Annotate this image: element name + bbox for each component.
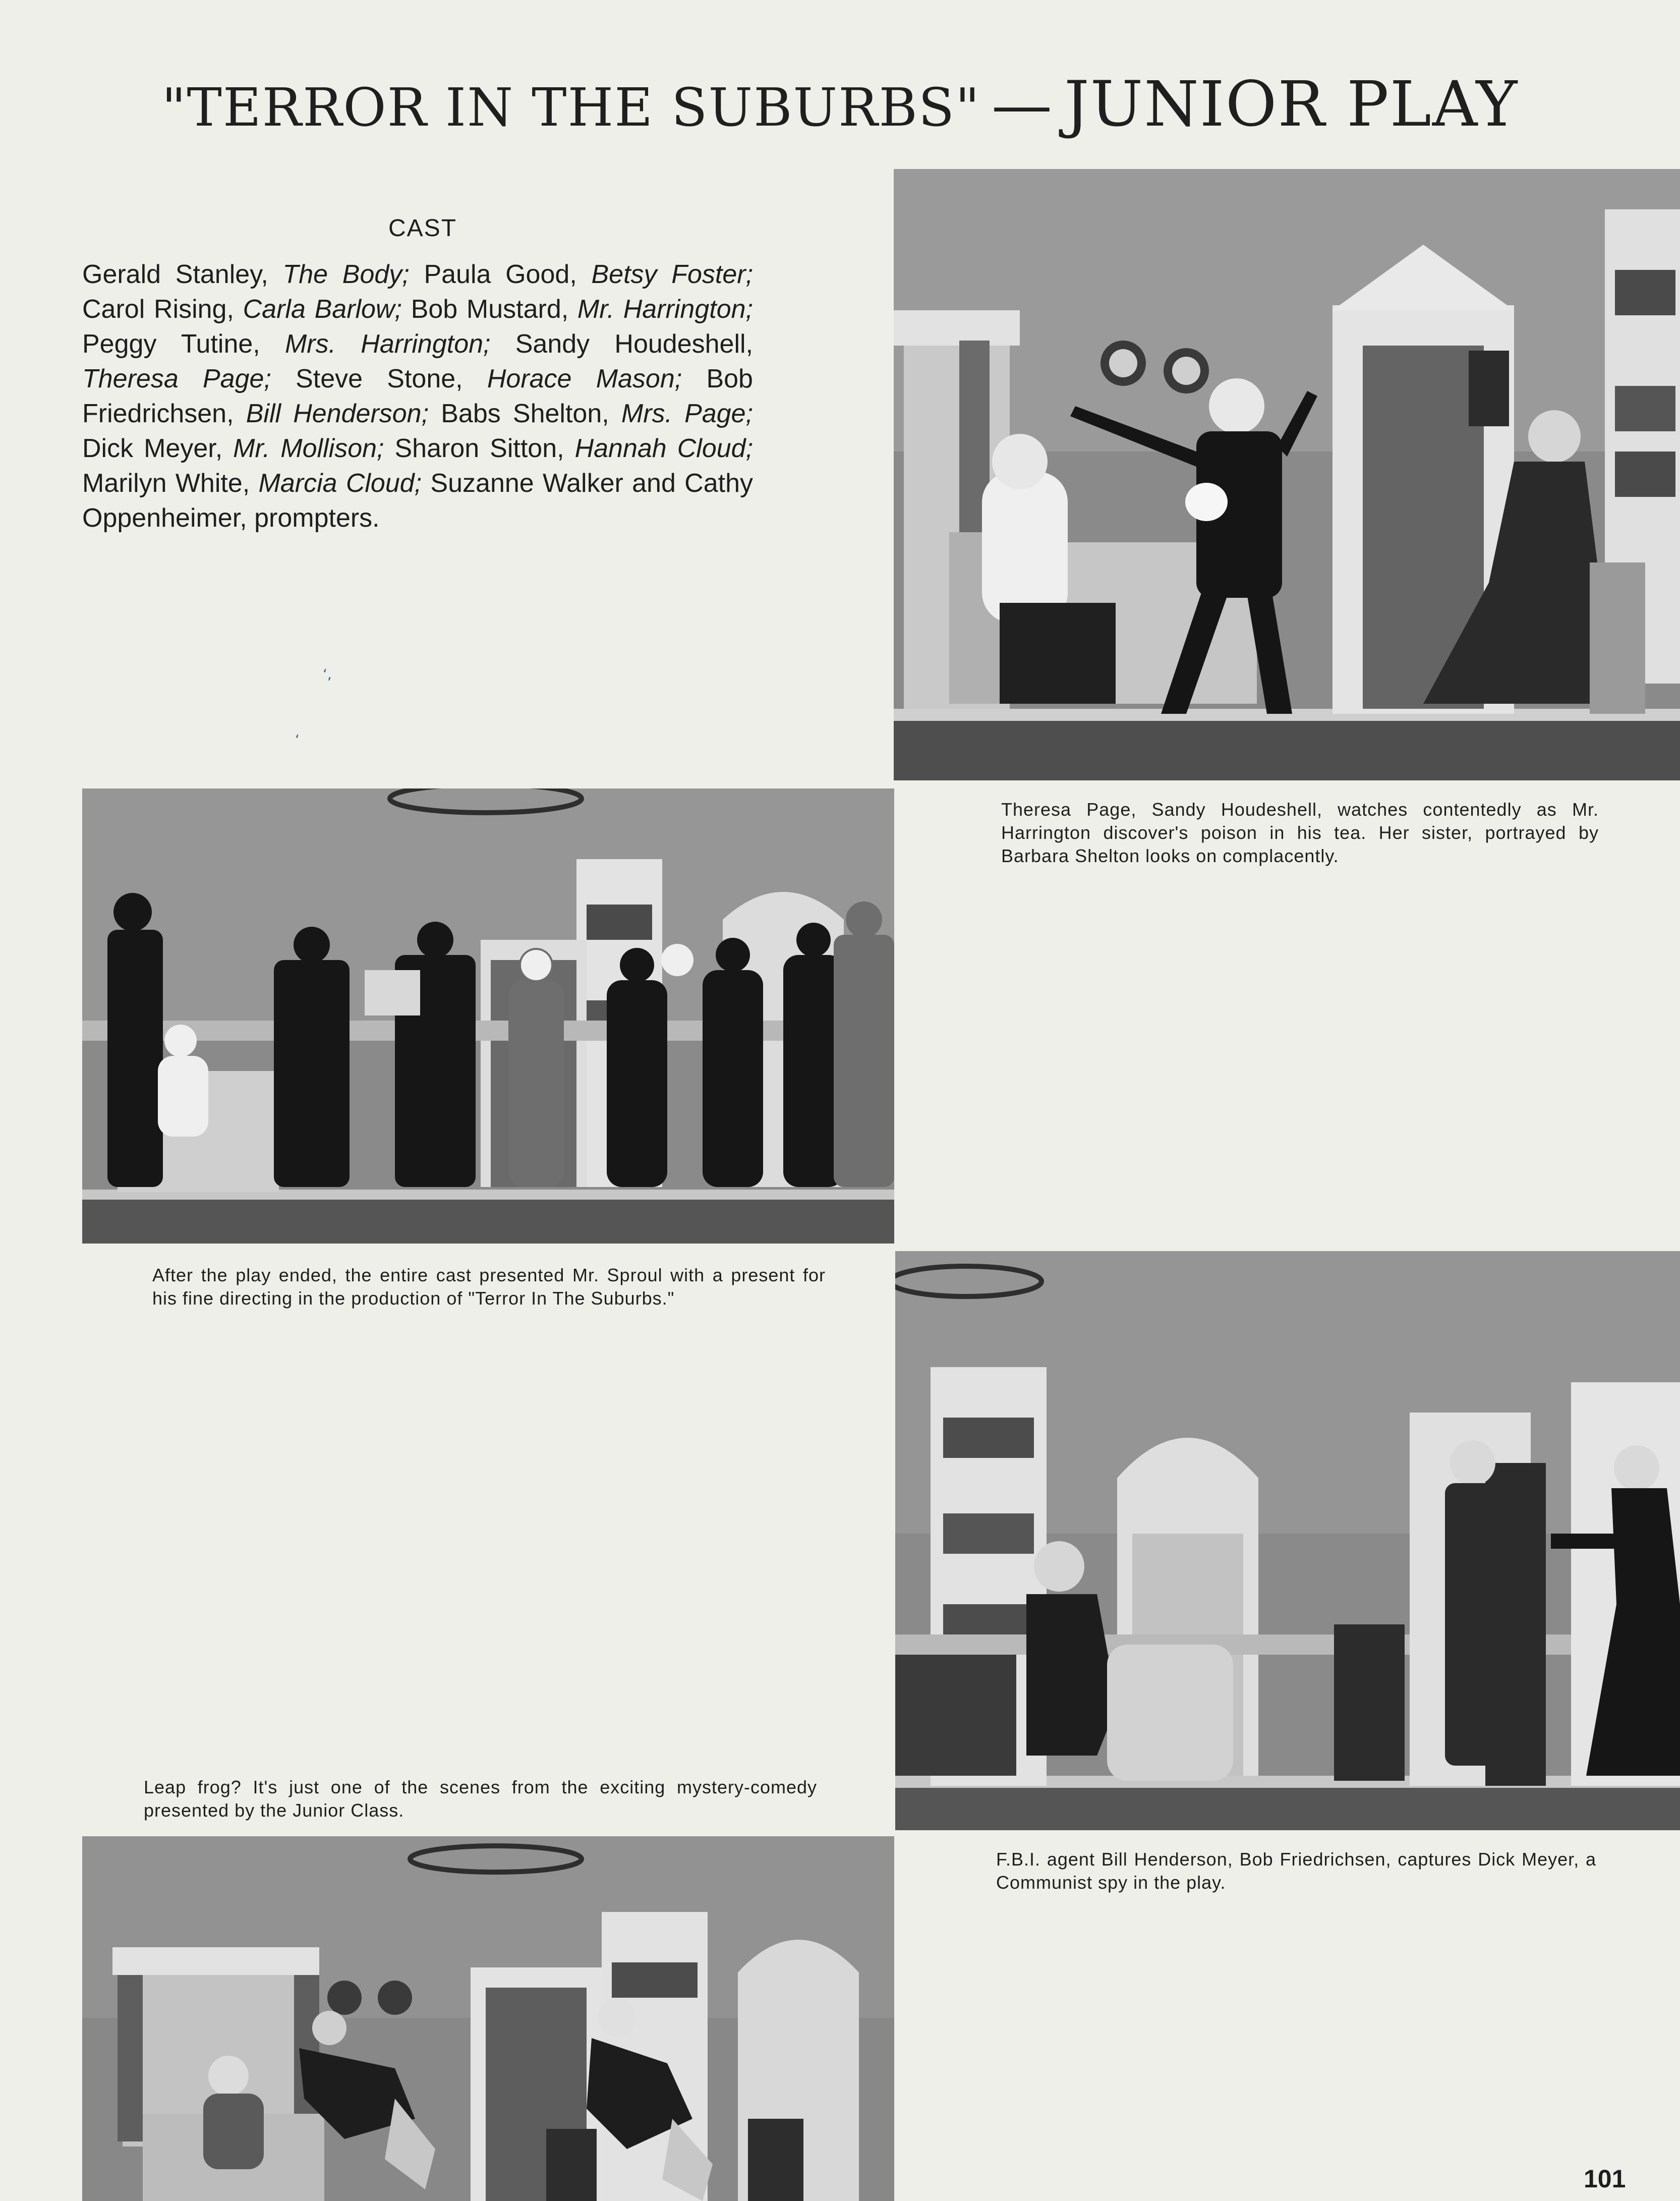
cast-entry: Marilyn White, Marcia Cloud; [82, 469, 422, 498]
caption-poison-scene: Theresa Page, Sandy Houdeshell, watches contentedly as Mr. Harrington discover's poison in his tea. Her sister, portrayed by Barbara Shelton looks on complacently. [1001, 799, 1599, 866]
title-dash: — [992, 70, 1054, 140]
page-title [0, 68, 1680, 141]
cast-entry: Sandy Houdeshell, Theresa Page; [82, 329, 754, 393]
cast-entry: Babs Shelton, Mrs. Page; [441, 399, 754, 428]
title-junior-play: JUNIOR PLAY [1064, 68, 1519, 141]
ink-speck: ʻ [295, 731, 300, 748]
ink-speck: ʻ, [323, 666, 332, 683]
cast-entry: Peggy Tutine, Mrs. Harrington; [82, 329, 491, 359]
cast-entry: Paula Good, Betsy Foster; [424, 260, 754, 289]
caption-cast-present: After the play ended, the entire cast presented Mr. Sproul with a present for his fine directing in the production of "Terror In The Suburbs." [152, 1265, 826, 1309]
photo-cast-present [82, 788, 894, 1244]
caption-fbi-capture: F.B.I. agent Bill Henderson, Bob Friedrichsen, captures Dick Meyer, a Communist spy in the play. [996, 1849, 1596, 1893]
cast-entry: Dick Meyer, Mr. Mollison; [82, 434, 384, 463]
cast-entry: Carol Rising, Carla Barlow; [82, 295, 402, 324]
title-play-name: "TERROR IN THE SUBURBS" [161, 77, 981, 138]
photo-fbi-capture [895, 1251, 1680, 1830]
cast-closing: Suzanne Walker and Cathy Oppenheimer, prompters. [82, 469, 753, 533]
cast-entry: Gerald Stanley, The Body; [82, 260, 410, 289]
page-number: 101 [1584, 2165, 1626, 2193]
cast-entry: Bob Mustard, Mr. Harrington; [411, 295, 753, 324]
caption-leap-frog: Leap frog? It's just one of the scenes from the exciting mystery-comedy presented by the Junior Class. [144, 1777, 817, 1821]
photo-leap-frog [82, 1836, 894, 2201]
cast-entry: Sharon Sitton, Hannah Cloud; [394, 434, 754, 463]
cast-entry: Steve Stone, Horace Mason; [296, 364, 682, 393]
cast-heading: CAST [388, 215, 457, 242]
cast-entry: Bob Friedrichsen, Bill Henderson; [82, 364, 753, 428]
cast-list [82, 257, 753, 536]
photo-poison-scene [894, 169, 1680, 780]
